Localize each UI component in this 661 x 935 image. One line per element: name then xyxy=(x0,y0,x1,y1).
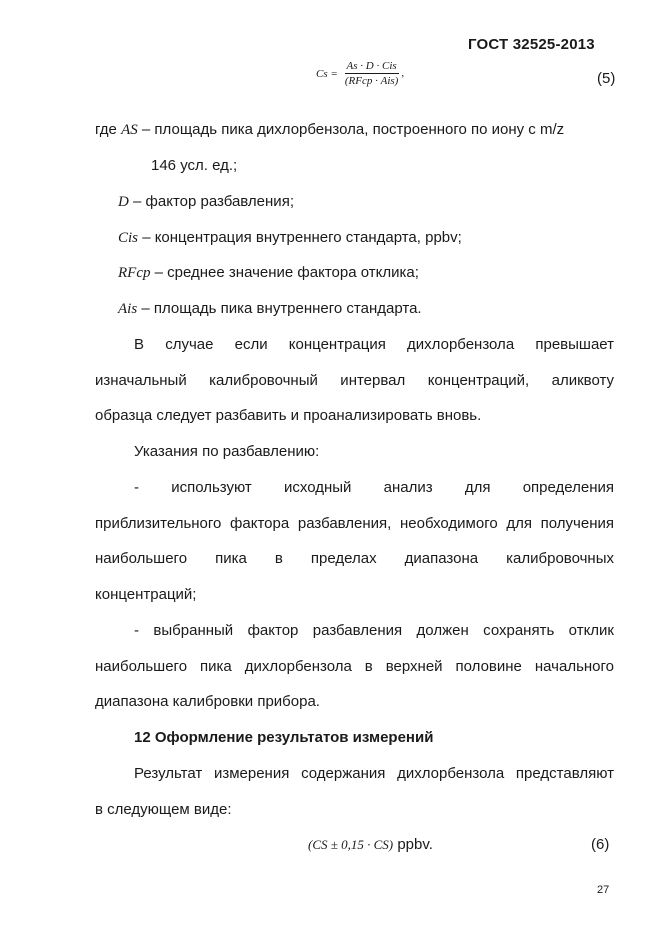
as-text: – площадь пика дихлорбензола, построенного по иону с m/z xyxy=(141,121,565,138)
dilution-item-1-line-4: концентраций; xyxy=(95,586,197,603)
section-12-line-2: в следующем виде: xyxy=(95,801,232,818)
definition-cis xyxy=(118,229,462,247)
paragraph-1-line-2: изначальный калибровочный интервал концентраций, аликвоту xyxy=(95,372,614,389)
rf-symbol: RFср xyxy=(118,265,151,281)
definition-rf xyxy=(118,264,419,282)
d-text: – фактор разбавления; xyxy=(133,193,294,210)
formula-5-lhs: Cs = xyxy=(316,67,338,80)
formula-6 xyxy=(308,836,433,853)
cis-symbol: Cis xyxy=(118,230,139,246)
formula-6-number: (6) xyxy=(591,836,610,853)
cis-text: – концентрация внутреннего стандарта, ppbv; xyxy=(142,229,462,246)
page-number: 27 xyxy=(597,884,610,896)
rf-text: – среднее значение фактора отклика; xyxy=(154,264,419,281)
ais-text: – площадь пика внутреннего стандарта. xyxy=(141,300,422,317)
dilution-title: Указания по разбавлению: xyxy=(134,443,320,460)
dilution-item-2-line-3: диапазона калибровки прибора. xyxy=(95,693,320,710)
formula-5-fraction xyxy=(345,60,399,87)
dilution-item-2-line-2: наибольшего пика дихлорбензола в верхней половине начального xyxy=(95,658,614,675)
formula-5 xyxy=(316,60,404,87)
paragraph-1-line-3: образца следует разбавить и проанализировать вновь. xyxy=(95,407,482,424)
formula-6-unit: ppbv. xyxy=(397,836,433,853)
dilution-item-2-line-1: - выбранный фактор разбавления должен сохранять отклик xyxy=(134,622,614,639)
section-12-heading: 12 Оформление результатов измерений xyxy=(134,729,434,746)
dilution-item-1-line-2: приблизительного фактора разбавления, необходимого для получения xyxy=(95,515,614,532)
formula-5-denominator: (RFср · Ais) xyxy=(344,75,399,87)
definition-as-continuation: 146 усл. ед.; xyxy=(151,157,238,174)
paragraph-1-line-1: В случае если концентрация дихлорбензола превышает xyxy=(134,336,614,353)
section-12-line-1: Результат измерения содержания дихлорбензола представляют xyxy=(134,765,614,782)
formula-5-numerator: As · D · Cis xyxy=(346,60,397,72)
formula-6-expression: (CS ± 0,15 · CS) xyxy=(308,837,394,852)
definition-d xyxy=(118,193,294,211)
document-code-header: ГОСТ 32525-2013 xyxy=(468,36,595,53)
formula-5-trail: , xyxy=(401,67,405,80)
dilution-item-1-line-3: наибольшего пика в пределах диапазона калибровочных xyxy=(95,550,614,567)
d-symbol: D xyxy=(118,194,129,210)
definition-ais xyxy=(118,300,422,318)
where-word: где xyxy=(95,121,117,138)
dilution-item-1-line-1: - используют исходный анализ для определения xyxy=(134,479,614,496)
formula-5-number: (5) xyxy=(597,70,616,87)
ais-symbol: Ais xyxy=(118,301,138,317)
definition-as xyxy=(95,121,614,139)
as-symbol: AS xyxy=(121,122,138,138)
